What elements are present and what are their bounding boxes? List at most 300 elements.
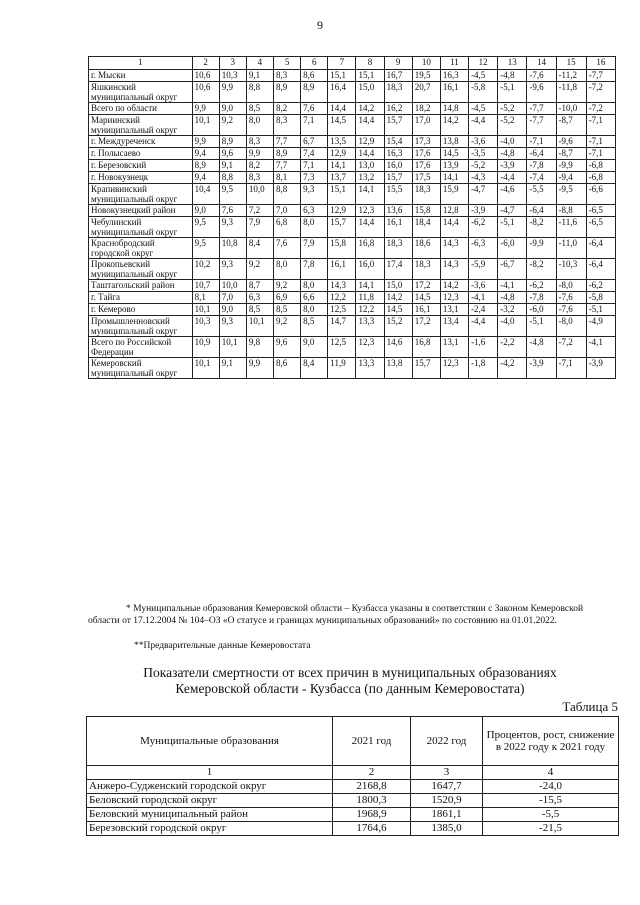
table5-value-2021: 1968,9	[333, 808, 411, 822]
table-cell: -4,0	[498, 316, 527, 337]
table-cell: 9,2	[274, 316, 301, 337]
table-cell: 12,9	[328, 148, 356, 160]
table-cell: -7,2	[586, 82, 615, 103]
table-cell: -4,1	[469, 292, 498, 304]
table-cell: -7,7	[527, 115, 556, 136]
table-row	[89, 160, 616, 172]
table-cell: 9,0	[192, 205, 219, 217]
table-cell: -3,6	[469, 136, 498, 148]
table-cell: -8,7	[556, 148, 586, 160]
table-row	[89, 358, 616, 379]
table-cell: 8,2	[274, 103, 301, 115]
table-row	[89, 70, 616, 82]
table-cell: 12,3	[356, 205, 384, 217]
table-row	[89, 292, 616, 304]
table5-value-2022: 1385,0	[411, 822, 483, 836]
table-cell: 10,1	[246, 316, 273, 337]
table5-value-2022: 1647,7	[411, 780, 483, 794]
municipality-name: Таштагольский район	[89, 280, 193, 292]
table-cell: 14,8	[440, 103, 468, 115]
table-cell: 16,8	[412, 337, 440, 358]
table-cell: -4,3	[469, 172, 498, 184]
table-cell: 9,5	[219, 184, 246, 205]
table-cell: -4,1	[586, 337, 615, 358]
municipality-name: Всего по Российской Федерации	[89, 337, 193, 358]
table5-municipality: Беловский муниципальный район	[87, 808, 333, 822]
table-row	[89, 148, 616, 160]
table-cell: -6,5	[586, 205, 615, 217]
table-cell: 7,9	[301, 238, 328, 259]
municipality-name: г. Кемерово	[89, 304, 193, 316]
table-cell: -6,4	[527, 205, 556, 217]
table-header-cell: 8	[356, 57, 384, 70]
table-header-cell: 14	[527, 57, 556, 70]
table-cell: 9,9	[219, 82, 246, 103]
table-cell: 9,8	[246, 337, 273, 358]
table-cell: 10,6	[192, 70, 219, 82]
table-cell: 16,3	[440, 70, 468, 82]
table-header-cell: 13	[498, 57, 527, 70]
table-cell: 8,9	[301, 82, 328, 103]
table-cell: 17,0	[412, 115, 440, 136]
table-cell: 15,1	[328, 184, 356, 205]
table-cell: 11,9	[328, 358, 356, 379]
table-cell: 14,5	[384, 304, 412, 316]
table-cell: 8,8	[274, 184, 301, 205]
table-cell: 7,2	[246, 205, 273, 217]
municipality-name: Прокопьевский муниципальный округ	[89, 259, 193, 280]
table-cell: 15,7	[384, 115, 412, 136]
table-cell: 14,1	[356, 184, 384, 205]
table5-header-municipality: Муниципальные образования	[87, 717, 333, 766]
table-cell: -7,8	[527, 160, 556, 172]
table-header-cell: 10	[412, 57, 440, 70]
table5-header-2022: 2022 год	[411, 717, 483, 766]
table-cell: -6,5	[586, 217, 615, 238]
table-cell: 8,4	[301, 358, 328, 379]
table-row	[89, 172, 616, 184]
table-cell: 8,9	[274, 82, 301, 103]
table5-colnum: 1	[87, 766, 333, 780]
table-cell: -4,8	[498, 148, 527, 160]
table-cell: 16,8	[356, 238, 384, 259]
table-cell: 16,1	[440, 82, 468, 103]
table-cell: 17,5	[412, 172, 440, 184]
table-cell: 15,8	[412, 205, 440, 217]
table-cell: 19,5	[412, 70, 440, 82]
table-cell: 8,0	[301, 280, 328, 292]
table-cell: -11,2	[556, 70, 586, 82]
table-header-cell: 2	[192, 57, 219, 70]
table-cell: 18,3	[412, 184, 440, 205]
table-cell: 7,8	[301, 259, 328, 280]
table-cell: -7,1	[586, 148, 615, 160]
table-cell: 9,6	[274, 337, 301, 358]
table-cell: -6,3	[469, 238, 498, 259]
table-cell: 13,4	[440, 316, 468, 337]
table-cell: 8,8	[219, 172, 246, 184]
table-cell: 6,8	[274, 217, 301, 238]
table-cell: 15,7	[412, 358, 440, 379]
table-cell: 12,9	[356, 136, 384, 148]
table-cell: 6,6	[301, 292, 328, 304]
table-cell: -7,2	[556, 337, 586, 358]
table-cell: 18,6	[412, 238, 440, 259]
table-row	[89, 82, 616, 103]
all-causes-mortality-table	[86, 716, 619, 836]
table-cell: 10,0	[246, 184, 273, 205]
table-cell: 8,3	[274, 70, 301, 82]
table-cell: 9,3	[219, 259, 246, 280]
table-cell: -5,1	[586, 304, 615, 316]
table-cell: 16,2	[384, 103, 412, 115]
table-cell: 20,7	[412, 82, 440, 103]
table-cell: -4,0	[498, 136, 527, 148]
table-cell: 8,3	[246, 136, 273, 148]
table-header-cell: 12	[469, 57, 498, 70]
table-cell: 12,2	[328, 292, 356, 304]
table-cell: 12,5	[328, 304, 356, 316]
municipality-name: г. Тайга	[89, 292, 193, 304]
table-cell: -8,2	[527, 259, 556, 280]
municipality-name: г. Березовский	[89, 160, 193, 172]
table-cell: 13,9	[440, 160, 468, 172]
table-cell: 15,1	[356, 70, 384, 82]
table-cell: -3,6	[469, 280, 498, 292]
municipality-name: г. Полысаево	[89, 148, 193, 160]
municipality-name: Промышленновский муниципальный округ	[89, 316, 193, 337]
table-cell: 14,5	[440, 148, 468, 160]
table-cell: 13,1	[440, 337, 468, 358]
table-cell: 9,0	[301, 337, 328, 358]
table-cell: 8,3	[274, 115, 301, 136]
footnote-preliminary-data: **Предварительные данные Кемеровостата	[134, 641, 311, 651]
table-cell: 16,1	[412, 304, 440, 316]
table-cell: 15,4	[384, 136, 412, 148]
table-cell: -7,7	[527, 103, 556, 115]
table-cell: -4,4	[498, 172, 527, 184]
table-cell: 16,7	[384, 70, 412, 82]
table-cell: 9,3	[219, 217, 246, 238]
table-cell: 12,3	[356, 337, 384, 358]
table-cell: -7,7	[586, 70, 615, 82]
municipality-name: Кемеровский муниципальный округ	[89, 358, 193, 379]
table-cell: -7,1	[527, 136, 556, 148]
table-cell: 13,6	[384, 205, 412, 217]
table-cell: 8,1	[274, 172, 301, 184]
table-cell: -8,8	[556, 205, 586, 217]
table-cell: -4,8	[527, 337, 556, 358]
table-cell: 8,0	[274, 259, 301, 280]
table-cell: 17,6	[412, 160, 440, 172]
table-cell: 14,4	[356, 115, 384, 136]
municipality-name: Краснобродский городской округ	[89, 238, 193, 259]
table-row	[89, 238, 616, 259]
table-cell: 8,0	[301, 217, 328, 238]
table-cell: -1,6	[469, 337, 498, 358]
table-cell: 14,1	[440, 172, 468, 184]
table-cell: 10,3	[219, 70, 246, 82]
table-cell: 14,4	[356, 217, 384, 238]
table-cell: -4,8	[498, 70, 527, 82]
table-header-cell: 9	[384, 57, 412, 70]
table-cell: 6,3	[246, 292, 273, 304]
table-header-cell: 15	[556, 57, 586, 70]
table-row	[89, 103, 616, 115]
table-cell: -4,5	[469, 70, 498, 82]
table5-municipality: Березовский городской округ	[87, 822, 333, 836]
table-cell: 8,6	[274, 358, 301, 379]
table-cell: 9,2	[246, 259, 273, 280]
table-cell: 8,1	[192, 292, 219, 304]
municipality-name: Всего по области	[89, 103, 193, 115]
table-cell: 8,3	[246, 172, 273, 184]
table-cell: -5,1	[527, 316, 556, 337]
table-header-cell: 7	[328, 57, 356, 70]
table-cell: -6,2	[586, 280, 615, 292]
table-cell: -6,2	[469, 217, 498, 238]
table-cell: 15,1	[328, 70, 356, 82]
table5-row	[87, 780, 619, 794]
table-cell: 13,8	[384, 358, 412, 379]
table-cell: 18,3	[384, 238, 412, 259]
table5-header-2021: 2021 год	[333, 717, 411, 766]
table-cell: -7,1	[586, 136, 615, 148]
table-cell: 13,5	[328, 136, 356, 148]
table-cell: 15,7	[384, 172, 412, 184]
table-cell: -5,1	[498, 217, 527, 238]
table-cell: 16,0	[384, 160, 412, 172]
table-cell: -8,2	[527, 217, 556, 238]
table5-percent: -21,5	[483, 822, 619, 836]
table5-value-2022: 1520,9	[411, 794, 483, 808]
table-cell: 17,4	[384, 259, 412, 280]
table-cell: 18,3	[412, 259, 440, 280]
table5-percent: -24,0	[483, 780, 619, 794]
table5-percent: -15,5	[483, 794, 619, 808]
table5-value-2021: 1800,3	[333, 794, 411, 808]
table-cell: 16,4	[328, 82, 356, 103]
table-cell: 9,1	[219, 358, 246, 379]
table-cell: 9,9	[192, 103, 219, 115]
table-cell: 12,5	[328, 337, 356, 358]
table-cell: 7,4	[301, 148, 328, 160]
table-cell: -5,5	[527, 184, 556, 205]
table-cell: 10,0	[219, 280, 246, 292]
table-cell: 9,3	[301, 184, 328, 205]
table-cell: -8,0	[556, 280, 586, 292]
table5-value-2021: 1764,6	[333, 822, 411, 836]
table-cell: 17,2	[412, 280, 440, 292]
table-cell: 7,6	[274, 238, 301, 259]
table-cell: -6,2	[527, 280, 556, 292]
table-cell: -4,4	[469, 316, 498, 337]
table-cell: 14,2	[440, 115, 468, 136]
table-cell: 14,4	[328, 103, 356, 115]
table-cell: -7,6	[527, 70, 556, 82]
table-cell: 7,0	[219, 292, 246, 304]
table5-title	[80, 665, 620, 697]
table-cell: 7,1	[301, 160, 328, 172]
table-cell: 9,2	[274, 280, 301, 292]
table-cell: -6,4	[586, 238, 615, 259]
table-cell: -10,0	[556, 103, 586, 115]
table-cell: 9,0	[219, 304, 246, 316]
table-cell: 10,9	[192, 337, 219, 358]
table5-title-line1: Показатели смертности от всех причин в муниципальных образованиях	[143, 665, 557, 680]
table-cell: -11,8	[556, 82, 586, 103]
table-cell: -7,8	[527, 292, 556, 304]
table-cell: -4,4	[469, 115, 498, 136]
table-row	[89, 184, 616, 205]
table-cell: -5,9	[469, 259, 498, 280]
table-cell: -2,2	[498, 337, 527, 358]
table-cell: 10,8	[219, 238, 246, 259]
table-cell: -4,7	[498, 205, 527, 217]
table-cell: 7,6	[301, 103, 328, 115]
table-cell: 8,9	[274, 148, 301, 160]
mortality-rate-table	[88, 56, 616, 379]
table-cell: -9,6	[527, 82, 556, 103]
table-cell: -5,2	[498, 115, 527, 136]
table-cell: 7,6	[219, 205, 246, 217]
table-cell: -6,0	[498, 238, 527, 259]
table-cell: 8,5	[246, 304, 273, 316]
table-row	[89, 205, 616, 217]
table-cell: 16,3	[384, 148, 412, 160]
table-cell: -2,4	[469, 304, 498, 316]
table-cell: 8,0	[246, 115, 273, 136]
table-cell: 7,9	[246, 217, 273, 238]
municipality-name: г. Мыски	[89, 70, 193, 82]
table5-percent: -5,5	[483, 808, 619, 822]
page-number: 9	[317, 18, 323, 32]
table-cell: 18,4	[412, 217, 440, 238]
footnote-municipal-law: * Муниципальные образования Кемеровской области – Кузбасса указаны в соответствии с Законом Кемеровской области от 17.12.2004 № 104–ОЗ «О статусе и границах муниципальных образований» по состоянию на 01.01.2022.	[88, 604, 584, 626]
table-cell: -4,2	[498, 358, 527, 379]
table-cell: 13,0	[356, 160, 384, 172]
municipality-name: г. Новокузнецк	[89, 172, 193, 184]
table-cell: -9,5	[556, 184, 586, 205]
table-cell: -6,7	[498, 259, 527, 280]
table-row	[89, 316, 616, 337]
table-cell: -6,6	[586, 184, 615, 205]
table-cell: 15,7	[328, 217, 356, 238]
table5-municipality: Беловский городской округ	[87, 794, 333, 808]
table-cell: -9,9	[556, 160, 586, 172]
table-cell: 18,3	[384, 82, 412, 103]
table5-row	[87, 822, 619, 836]
table-cell: 14,1	[356, 280, 384, 292]
table-cell: 14,4	[440, 217, 468, 238]
table5-municipality: Анжеро-Судженский городской округ	[87, 780, 333, 794]
table-cell: -10,3	[556, 259, 586, 280]
table-cell: 8,9	[219, 136, 246, 148]
table-header-cell: 5	[274, 57, 301, 70]
table-cell: 14,4	[356, 148, 384, 160]
table-cell: 10,4	[192, 184, 219, 205]
table-cell: 13,8	[440, 136, 468, 148]
table-cell: -3,2	[498, 304, 527, 316]
table-cell: -4,6	[498, 184, 527, 205]
table5-label: Таблица 5	[562, 699, 618, 714]
table-cell: -7,4	[527, 172, 556, 184]
table-cell: -6,0	[527, 304, 556, 316]
table-cell: 16,0	[356, 259, 384, 280]
table-cell: -7,6	[556, 292, 586, 304]
table5-value-2022: 1861,1	[411, 808, 483, 822]
table-cell: -6,4	[527, 148, 556, 160]
table-cell: 9,9	[246, 148, 273, 160]
table-cell: 14,2	[440, 280, 468, 292]
table5-colnum: 4	[483, 766, 619, 780]
table-cell: -9,4	[556, 172, 586, 184]
table5-colnum: 2	[333, 766, 411, 780]
municipality-name: Чебулинский муниципальный округ	[89, 217, 193, 238]
table-row	[89, 136, 616, 148]
table-cell: 14,2	[384, 292, 412, 304]
table-cell: 13,3	[356, 316, 384, 337]
table-cell: 12,2	[356, 304, 384, 316]
municipality-name: Яшкинский муниципальный округ	[89, 82, 193, 103]
table-cell: 10,1	[192, 358, 219, 379]
table-cell: 8,5	[301, 316, 328, 337]
table-cell: 8,6	[301, 70, 328, 82]
table5-colnum: 3	[411, 766, 483, 780]
table5-row	[87, 794, 619, 808]
table-cell: 14,5	[328, 115, 356, 136]
table-cell: 9,6	[219, 148, 246, 160]
table-cell: 15,9	[440, 184, 468, 205]
table-cell: 7,1	[301, 115, 328, 136]
table-row	[89, 280, 616, 292]
table-cell: 15,2	[384, 316, 412, 337]
table-cell: 9,5	[192, 238, 219, 259]
table-cell: 12,8	[440, 205, 468, 217]
table-row	[89, 217, 616, 238]
table-cell: 13,3	[356, 358, 384, 379]
table-cell: 9,2	[219, 115, 246, 136]
table-cell: -4,1	[498, 280, 527, 292]
table-cell: 14,5	[412, 292, 440, 304]
table-header-cell: 16	[586, 57, 615, 70]
table-cell: 9,5	[192, 217, 219, 238]
table-header-cell: 1	[89, 57, 193, 70]
table-cell: 13,7	[328, 172, 356, 184]
table-cell: 15,0	[356, 82, 384, 103]
table-cell: 6,9	[274, 292, 301, 304]
table-cell: 9,9	[192, 136, 219, 148]
table-cell: -4,5	[469, 103, 498, 115]
table-cell: 14,3	[440, 238, 468, 259]
table-cell: -5,8	[469, 82, 498, 103]
table-cell: 7,7	[274, 136, 301, 148]
table-cell: -4,9	[586, 316, 615, 337]
table-cell: 17,2	[412, 316, 440, 337]
table-cell: -3,9	[469, 205, 498, 217]
table-row	[89, 337, 616, 358]
table-cell: -8,0	[556, 316, 586, 337]
table-cell: 13,2	[356, 172, 384, 184]
table-cell: 13,1	[440, 304, 468, 316]
table5-header-percent: Процентов, рост, снижение в 2022 году к 2021 году	[483, 717, 619, 766]
table-cell: 11,8	[356, 292, 384, 304]
table-cell: 15,8	[328, 238, 356, 259]
table-cell: 9,3	[219, 316, 246, 337]
table-cell: 15,0	[384, 280, 412, 292]
table-cell: -7,1	[556, 358, 586, 379]
table-cell: -11,0	[556, 238, 586, 259]
